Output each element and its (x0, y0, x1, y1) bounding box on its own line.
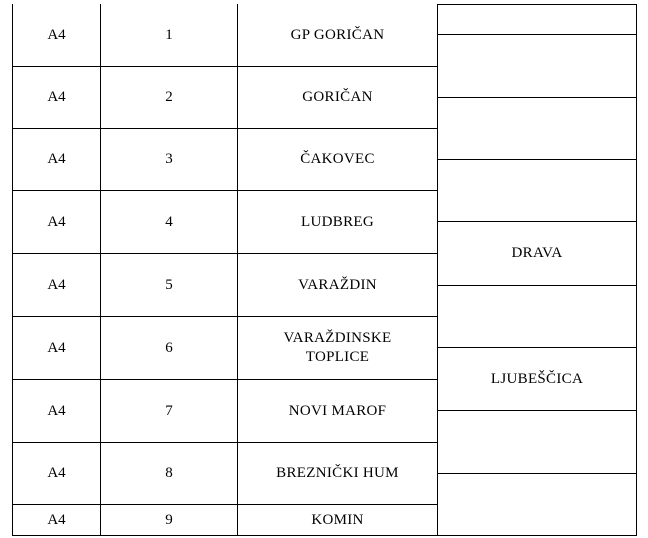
road-cell: A4 (47, 213, 66, 230)
river-divider (437, 285, 637, 286)
location-cell: ČAKOVEC (300, 151, 375, 167)
road-cell: A4 (47, 26, 66, 43)
number-cell: 1 (165, 26, 173, 43)
number-cell: 3 (165, 151, 173, 167)
location-line: VARAŽDINSKE (283, 330, 392, 346)
table-border-top (437, 4, 637, 5)
road-cell: A4 (47, 276, 66, 293)
road-cell: A4 (47, 339, 66, 356)
river-cell: LJUBEŠČICA (490, 370, 584, 387)
road-cell: A4 (47, 89, 66, 105)
number-cell: 7 (165, 402, 173, 419)
road-cell: A4 (47, 465, 66, 481)
table-border-bottom (12, 535, 637, 536)
river-divider (437, 410, 637, 411)
number-cell: 4 (165, 213, 173, 230)
number-cell: 9 (165, 511, 173, 528)
river-divider (437, 34, 637, 35)
location-cell: LUDBREG (301, 213, 374, 230)
number-cell: 5 (165, 276, 173, 293)
location-cell (238, 317, 437, 379)
river-divider (437, 159, 637, 160)
location-cell: BREZNIČKI HUM (276, 465, 399, 481)
location-cell: GP GORIČAN (290, 26, 385, 43)
number-cell: 8 (165, 465, 173, 481)
road-cell: A4 (47, 511, 66, 528)
table-border-right (636, 4, 637, 535)
location-line: TOPLICE (305, 349, 370, 365)
road-cell: A4 (47, 402, 66, 419)
location-cell: GORIČAN (302, 89, 373, 105)
location-cell: NOVI MAROF (288, 402, 387, 419)
location-cell: VARAŽDIN (298, 276, 377, 293)
road-cell: A4 (47, 151, 66, 167)
river-divider (437, 473, 637, 474)
river-cell: DRAVA (511, 245, 563, 261)
number-cell: 2 (165, 89, 173, 105)
number-cell: 6 (165, 339, 173, 356)
location-cell: KOMIN (311, 511, 364, 528)
river-divider (437, 97, 637, 98)
